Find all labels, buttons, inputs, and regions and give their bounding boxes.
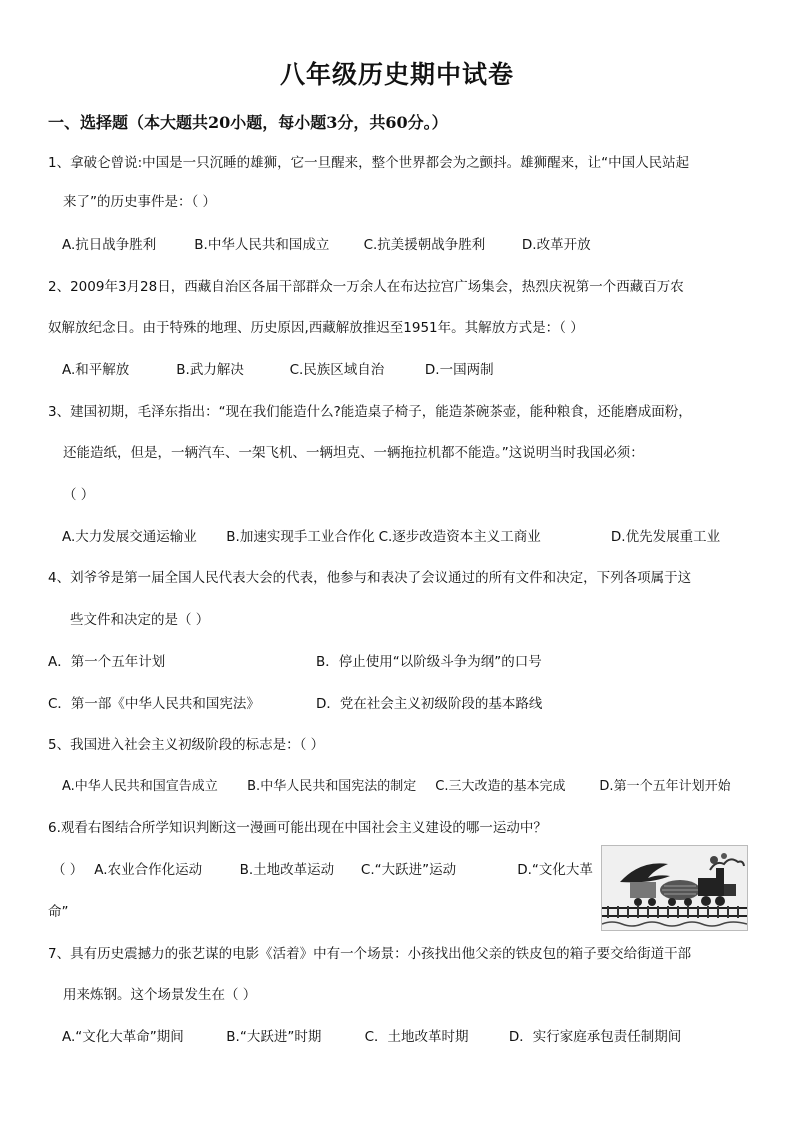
question-2-options bbox=[62, 360, 494, 380]
option-c: C．土地改革时期 bbox=[364, 1029, 469, 1045]
option-c: C.逐步改造资本主义工商业 bbox=[378, 529, 541, 545]
option-c: C.三大改造的基本完成 bbox=[435, 779, 566, 794]
question-7-line-2: 用来炼钢。这个场景发生在（ ） bbox=[63, 987, 257, 1003]
option-b: B.武力解决 bbox=[176, 362, 244, 378]
option-d: D.“文化大革 bbox=[517, 862, 593, 878]
option-a: A.中华人民共和国宣告成立 bbox=[62, 779, 218, 794]
question-1-line-1: 1、拿破仑曾说:中国是一只沉睡的雄狮，它一旦醒来，整个世界都会为之颤抖。雄狮醒来，让“中国人民站起 bbox=[48, 155, 690, 171]
option-d: D.改革开放 bbox=[521, 237, 591, 253]
option-d: D．实行家庭承包责任制期间 bbox=[508, 1029, 682, 1045]
answer-paren: （ ） bbox=[52, 862, 84, 878]
question-5-line-1: 5、我国进入社会主义初级阶段的标志是：（ ） bbox=[48, 737, 325, 753]
question-3-line-2: 还能造纸，但是，一辆汽车、一架飞机、一辆坦克、一辆拖拉机都不能造。”这说明当时我国必须： bbox=[63, 445, 644, 461]
question-4-option-c: C．第一部《中华人民共和国宪法》 bbox=[48, 696, 260, 712]
question-4-option-a: A．第一个五年计划 bbox=[48, 654, 166, 670]
option-a: A.“文化大革命”期间 bbox=[62, 1029, 184, 1045]
option-b: B.加速实现手工业合作化 bbox=[226, 529, 375, 545]
question-1-line-2: 来了”的历史事件是：（ ） bbox=[63, 194, 217, 210]
option-b: B.土地改革运动 bbox=[239, 862, 335, 878]
question-2-line-2: 奴解放纪念日。由于特殊的地理、历史原因,西藏解放推迟至1951年。其解放方式是：（ ） bbox=[48, 320, 584, 336]
option-d: D.第一个五年计划开始 bbox=[599, 779, 731, 794]
question-3-line-3: （ ） bbox=[63, 487, 95, 503]
page-title: 八年级历史期中试卷 bbox=[279, 60, 514, 89]
option-c: C.抗美援朝战争胜利 bbox=[363, 237, 486, 253]
question-4-line-2: 些文件和决定的是（ ） bbox=[70, 612, 210, 628]
question-6-options bbox=[52, 860, 593, 880]
option-b: B.中华人民共和国成立 bbox=[194, 237, 330, 253]
option-c: C.“大跃进”运动 bbox=[360, 862, 457, 878]
question-2-line-1: 2、2009年3月28日，西藏自治区各届干部群众一万余人在布达拉宫广场集会，热烈庆祝第一个西藏百万农 bbox=[48, 279, 684, 295]
question-1-options bbox=[62, 235, 591, 255]
option-d: D.优先发展重工业 bbox=[610, 529, 721, 545]
section-heading: 一、选择题（本大题共20小题，每小题3分，共60分。） bbox=[48, 113, 448, 132]
question-6-line-1: 6.观看右图结合所学知识判断这一漫画可能出现在中国社会主义建设的哪一运动中？ bbox=[48, 820, 547, 836]
cartoon-image bbox=[601, 845, 748, 931]
option-c: C.民族区域自治 bbox=[289, 362, 385, 378]
question-4-option-b: B．停止使用“以阶级斗争为纲”的口号 bbox=[316, 654, 542, 670]
option-b: B.中华人民共和国宪法的制定 bbox=[247, 779, 417, 794]
question-7-options bbox=[62, 1027, 681, 1047]
option-a: A.抗日战争胜利 bbox=[62, 237, 157, 253]
option-a: A.大力发展交通运输业 bbox=[62, 529, 197, 545]
question-7-line-1: 7、具有历史震撼力的张艺谋的电影《活着》中有一个场景：小孩找出他父亲的铁皮包的箱子要交给街道干部 bbox=[48, 946, 692, 962]
question-4-option-d: D．党在社会主义初级阶段的基本路线 bbox=[316, 696, 543, 712]
option-b: B.“大跃进”时期 bbox=[226, 1029, 322, 1045]
question-5-options bbox=[62, 777, 731, 797]
question-4-line-1: 4、刘爷爷是第一届全国人民代表大会的代表，他参与和表决了会议通过的所有文件和决定，下列各项属于这 bbox=[48, 570, 692, 586]
option-a: A.和平解放 bbox=[62, 362, 130, 378]
question-6-option-d-wrap: 命” bbox=[48, 904, 69, 920]
train-cartoon-illustration bbox=[602, 846, 747, 930]
question-3-line-1: 3、建国初期，毛泽东指出：“现在我们能造什么?能造桌子椅子，能造茶碗茶壶，能种粮食，还能磨成面粉， bbox=[48, 404, 692, 420]
question-3-options bbox=[62, 527, 720, 547]
option-a: A.农业合作化运动 bbox=[94, 862, 203, 878]
option-d: D.一国两制 bbox=[424, 362, 494, 378]
